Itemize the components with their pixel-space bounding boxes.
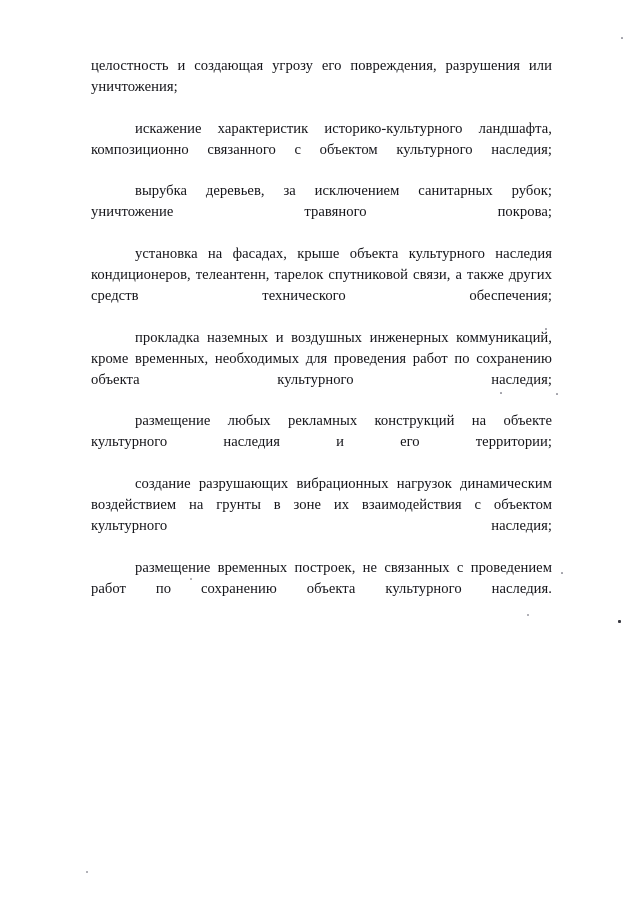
paragraph-utility-lines: прокладка наземных и воздушных инженерных коммуникаций, кроме временных, необходимых для проведения работ по сохранению объекта культурного наследия; bbox=[91, 329, 552, 388]
paragraph-advertising: размещение любых рекламных конструкций на объекте культурного наследия и его территории; bbox=[91, 413, 552, 451]
paragraph-landscape-distortion: искажение характеристик историко-культурного ландшафта, композиционно связанного с объектом культурного наследия; bbox=[91, 120, 552, 158]
paragraph-temporary-structures: размещение временных построек, не связанных с проведением работ по сохранению объекта культурного наследия. bbox=[91, 559, 552, 597]
paragraph-tree-felling: вырубка деревьев, за исключением санитарных рубок; уничтожение травяного покрова; bbox=[91, 183, 552, 221]
paragraph-facade-equipment: установка на фасадах, крыше объекта культурного наследия кондиционеров, телеантенн, тарелок спутниковой связи, а также других средств технического обеспечения; bbox=[91, 246, 552, 304]
speck-top-right bbox=[621, 37, 623, 39]
paragraph-vibration: создание разрушающих вибрационных нагрузок динамическим воздействием на грунты в зоне их взаимодействия с объектом культурного наследия; bbox=[91, 476, 552, 534]
speck-lower-right-dark bbox=[618, 620, 621, 623]
speck-bottom-left bbox=[86, 871, 88, 873]
paragraph-continuation: целостность и создающая угрозу его повреждения, разрушения или уничтожения; bbox=[91, 58, 552, 95]
speck-mid-right bbox=[561, 572, 563, 574]
document-text-block bbox=[91, 56, 552, 620]
speck-body-right-lower2 bbox=[556, 393, 558, 395]
